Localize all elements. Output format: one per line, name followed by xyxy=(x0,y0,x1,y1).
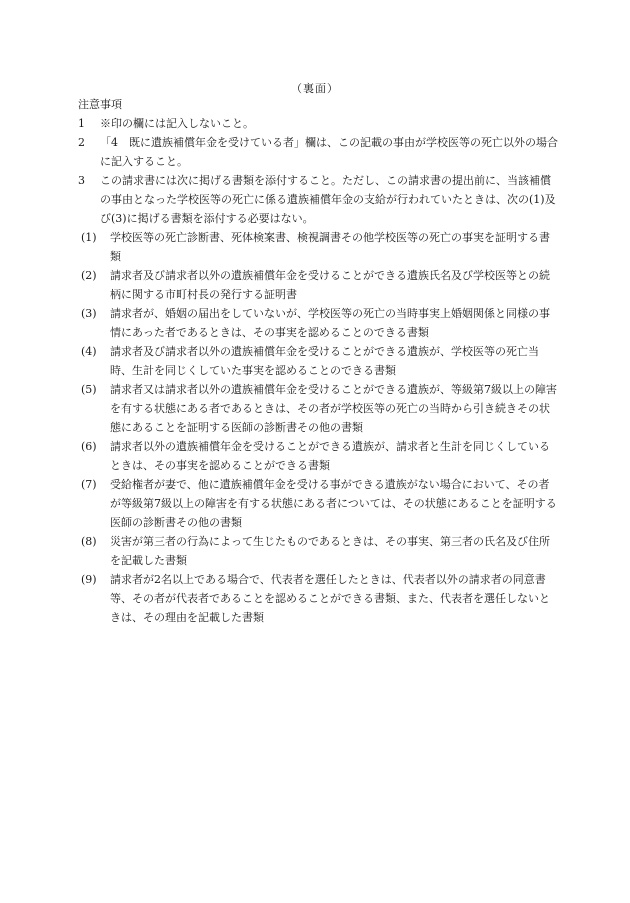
attachment-text: 請求者又は請求者以外の遺族補償年金を受けることができる遺族が、等級第7級以上の障害を有する状態にある者であるときは、その者が学校医等の死亡の当時から引き続きその状態にあることを証明する医師の診断書その他の書類 xyxy=(110,383,557,434)
note-text: ※印の欄には記入しないこと。 xyxy=(100,117,254,130)
attachment-text: 学校医等の死亡診断書、死体検案書、検視調書その他学校医等の死亡の事実を証明する書類 xyxy=(110,231,550,263)
notes-section xyxy=(78,95,558,627)
note-text: この請求書には次に掲げる書類を添付すること。ただし、この請求書の提出前に、当該補償の事由となった学校医等の死亡に係る遺族補償年金の支給が行われていたときは、次の(1)及び(3)に掲げる書類を添付する必要はない。 xyxy=(100,174,556,225)
section-title: 注意事項 xyxy=(78,98,122,111)
attachment-text: 受給権者が妻で、他に遺族補償年金を受ける事ができる遺族がない場合において、その者が等級第7級以上の障害を有する状態にある者については、その状態にあることを証明する医師の診断書その他の書類 xyxy=(110,478,557,529)
attachment-item-3 xyxy=(81,304,558,342)
attachment-number: (3) xyxy=(81,307,97,320)
note-item-1 xyxy=(78,114,558,133)
attachment-number: (1) xyxy=(81,231,97,244)
attachment-number: (9) xyxy=(81,573,97,586)
note-item-3 xyxy=(78,171,558,228)
attachment-number: (2) xyxy=(81,269,97,282)
note-number: 1 xyxy=(78,117,85,130)
attachment-text: 請求者及び請求者以外の遺族補償年金を受けることができる遺族が、学校医等の死亡当時、生計を同じくしていた事実を認めることのできる書類 xyxy=(110,345,539,377)
attachment-item-5 xyxy=(81,380,558,437)
attachment-item-1 xyxy=(81,228,558,266)
attachment-number: (7) xyxy=(81,478,97,491)
attachment-text: 請求者及び請求者以外の遺族補償年金を受けることができる遺族氏名及び学校医等との続柄に関する市町村長の発行する証明書 xyxy=(110,269,550,301)
note-number: 2 xyxy=(78,136,85,149)
note-number: 3 xyxy=(78,174,85,187)
attachment-number: (5) xyxy=(81,383,97,396)
attachment-item-8 xyxy=(81,532,558,570)
attachment-text: 災害が第三者の行為によって生じたものであるときは、その事実、第三者の氏名及び住所を記載した書類 xyxy=(110,535,550,567)
attachment-text: 請求者が2名以上である場合で、代表者を選任したときは、代表者以外の請求者の同意書等、その者が代表者であることを認めることができる書類、また、代表者を選任しないときは、その理由を記載した書類 xyxy=(110,573,550,624)
attachment-number: (4) xyxy=(81,345,97,358)
attachment-number: (6) xyxy=(81,440,97,453)
attachment-text: 請求者以外の遺族補償年金を受けることができる遺族が、請求者と生計を同じくしているときは、その事実を認めることができる書類 xyxy=(110,440,550,472)
page-heading: （裏面） xyxy=(291,82,339,95)
attachment-item-6 xyxy=(81,437,558,475)
note-text: 「4 既に遺族補償年金を受けている者」欄は、この記載の事由が学校医等の死亡以外の場合に記入すること。 xyxy=(100,136,558,168)
attachment-text: 請求者が、婚姻の届出をしていないが、学校医等の死亡の当時事実上婚姻関係と同様の事情にあった者であるときは、その事実を認めることのできる書類 xyxy=(110,307,550,339)
attachment-number: (8) xyxy=(81,535,97,548)
attachment-item-2 xyxy=(81,266,558,304)
attachment-item-9 xyxy=(81,570,558,627)
attachment-item-4 xyxy=(81,342,558,380)
note-item-2 xyxy=(78,133,558,171)
attachment-item-7 xyxy=(81,475,558,532)
